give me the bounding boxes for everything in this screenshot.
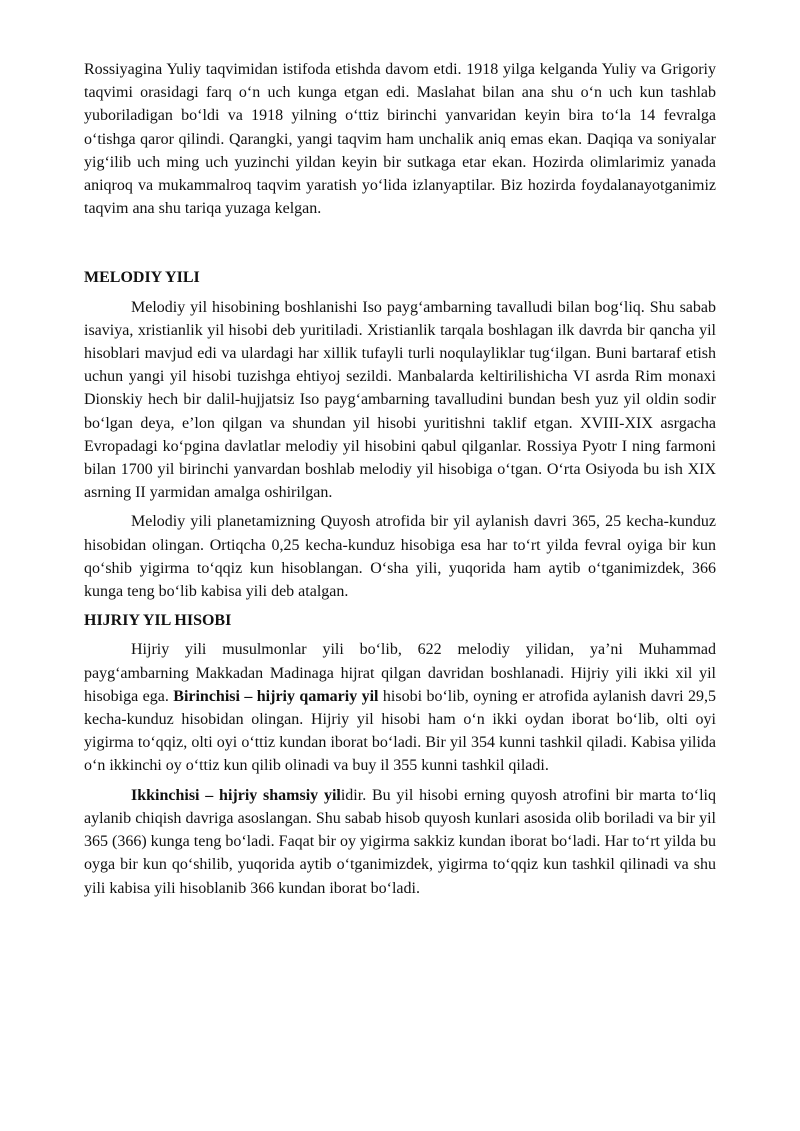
hijriy-shamsiy-term: Ikkinchisi – hijriy shamsiy yil [131, 786, 341, 804]
hijriy-p1-text-a: Hijriy yili musulmonlar yili bo‘lib, 622 melodiy yilidan, ya’ni Muhammad payg‘ambarning Makkadan Madinaga hijrat qilgan davridan boshlanadi. Hijriy yili ikki xil yil hisobiga ega. [84, 641, 716, 705]
hijriy-paragraph-2 [84, 784, 716, 900]
hijriy-p2-text: idir. Bu yil hisobi erning quyosh atrofini bir marta to‘liq aylanib chiqish davriga asoslangan. Shu sabab hisob quyosh kunlari asosida olib boriladi va bir yil 365 (366) kunga teng bo‘ladi. Faqat bir oy yigirma sakkiz kundan iborat bo‘ladi. Har to‘rt yilda bu oyga bir kun qo‘shilib, yuqorida aytib o‘tganimizdek, yigirma to‘qqiz kun tashkil qilinadi va shu yili kabisa yili hisoblanib 366 kundan iborat bo‘ladi. [84, 786, 716, 897]
hijriy-p1-text-b: hisobi bo‘lib, oyning er atrofida aylanish davri 29,5 kecha-kunduz hisobidan olingan. Hijriy yil hisobi ham o‘n ikki oydan iborat bo‘lib, olti oyi yigirma to‘qqiz, olti oyi o‘ttiz kundan iborat bo‘ladi. Bir yil 354 kunni tashkil qiladi. Kabisa yilida o‘n ikkinchi oy o‘ttiz kun qilib olinadi va buy il 355 kunni tashkil qiladi. [84, 687, 717, 775]
melodiy-heading: MELODIY YILI [84, 269, 200, 287]
melodiy-paragraph-2: Melodiy yili planetamizning Quyosh atrofida bir yil aylanish davri 365, 25 kecha-kunduz hisobidan olingan. Ortiqcha 0,25 kecha-kunduz hisobiga esa har to‘rt yilda fevral oyiga bir kun qo‘shib yigirma to‘qqiz kun hisoblangan. O‘sha yili, yuqorida ham aytib o‘tganimizdek, 366 kunga teng bo‘lib kabisa yili deb atalgan. [84, 513, 716, 601]
hijriy-qamariy-term: Birinchisi – hijriy qamariy yil [173, 687, 379, 705]
melodiy-paragraph-1: Melodiy yil hisobining boshlanishi Iso payg‘ambarning tavalludi bilan bog‘liq. Shu sabab isaviya, xristianlik yil hisobi deb yuritiladi. Xristianlik tarqala boshlagan ilk davrda bir qancha yil hisoblari mavjud edi va ulardagi har xillik tufayli turli noqulayliklar tug‘ilgan. Buni bartaraf etish uchun yangi yil hisobi tuzishga ehtiyoj sezildi. Manbalarda keltirilishicha VI asrda Rim monaxi Dionskiy hech bir dalil-hujjatsiz Iso payg‘ambarning tavalludini bundan besh yuz yil oldin sodir bo‘lgan deya, e’lon qilgan va shundan yil hisobi yuritishni taklif etgan. XVIII-XIX asrgacha Evropadagi ko‘pgina davlatlar melodiy yil hisobini qabul qilganlar. Rossiya Pyotr I ning farmoni bilan 1700 yil birinchi yanvardan boshlab melodiy yil hisobiga o‘tgan. O‘rta Osiyoda bu ish XIX asrning II yarmidan amalga oshirilgan. [84, 298, 716, 502]
intro-paragraph: Rossiyagina Yuliy taqvimidan istifoda etishda davom etdi. 1918 yilga kelganda Yuliy va Grigoriy taqvimi orasidagi farq o‘n uch kunga etgan edi. Maslahat bilan ana shu o‘n uch kun tashlab yuboriladigan bo‘ldi va 1918 yilning o‘ttiz birinchi yanvaridan keyin bira to‘la 14 fevralga o‘tishga qaror qilindi. Qarangki, yangi taqvim ham unchalik aniq emas ekan. Daqiqa va soniyalar yig‘ilib uch ming uch yuzinchi yildan keyin bir sutkaga etar ekan. Hozirda olimlarimiz yanada aniqroq va mukammalroq taqvim yaratish yo‘lida izlanyaptilar. Biz hozirda foydalanayotganimiz taqvim ana shu tariqa yuzaga kelgan. [84, 61, 716, 218]
hijriy-heading: HIJRIY YIL HISOBI [84, 612, 232, 630]
hijriy-paragraph-1 [84, 638, 716, 777]
